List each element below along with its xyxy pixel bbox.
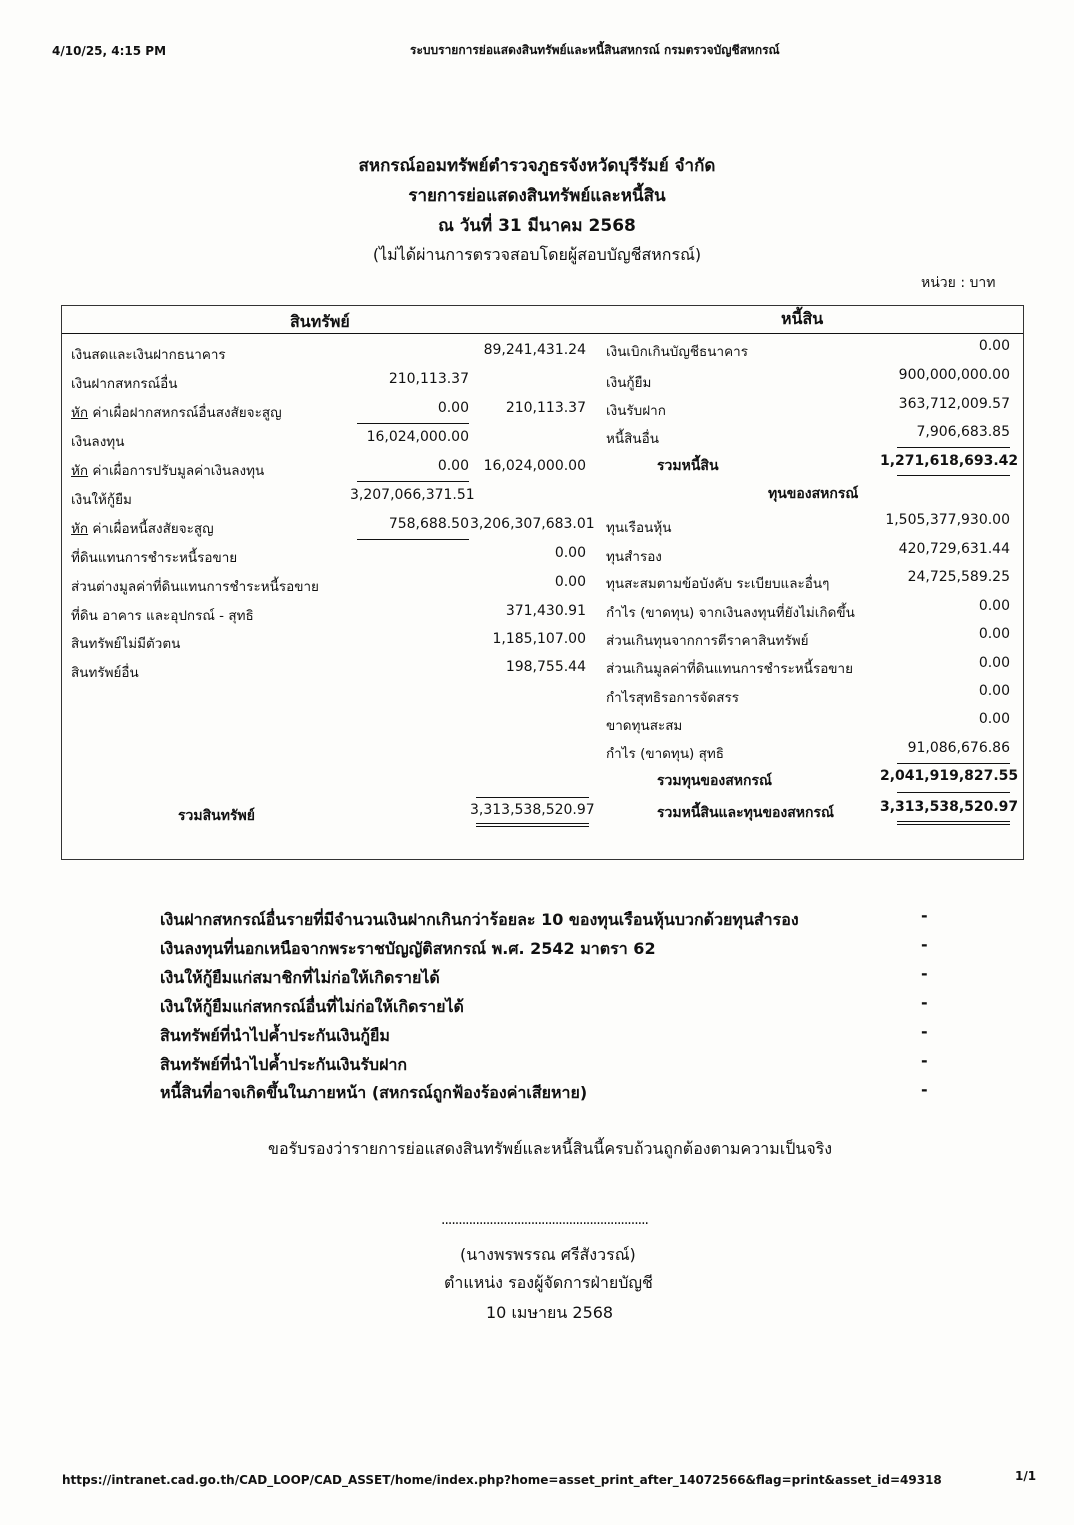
liability-label: เงินเบิกเกินบัญชีธนาคาร — [606, 344, 748, 360]
equity-label: กำไร (ขาดทุน) สุทธิ — [606, 746, 724, 762]
subtotal-line — [357, 481, 469, 482]
subtotal-line — [897, 763, 1010, 764]
asset-total: 210,113.37 — [505, 400, 586, 416]
asset-label: ส่วนต่างมูลค่าที่ดินแทนการชำระหนี้รอขาย — [71, 579, 319, 595]
equity-label: ทุนสำรอง — [606, 549, 662, 565]
total-line-bottom-1 — [476, 823, 589, 824]
asset-sub: 0.00 — [437, 458, 469, 474]
asset-label-deduct: หัก ค่าเผื่อฝากสหกรณ์อื่นสงสัยจะสูญ — [71, 405, 282, 421]
total-line-bottom-2 — [476, 826, 589, 827]
equity-label: ส่วนเกินทุนจากการตีราคาสินทรัพย์ — [606, 633, 809, 649]
asset-total: 0.00 — [554, 545, 586, 561]
total-line — [897, 792, 1010, 793]
unit-label: หน่วย : บาท — [921, 275, 996, 291]
asset-label: เงินลงทุน — [71, 434, 125, 450]
note-item: เงินให้กู้ยืมแก่สหกรณ์อื่นที่ไม่ก่อให้เกิดรายได้ — [160, 997, 464, 1016]
asset-sub: 758,688.50 — [388, 516, 469, 532]
note-value: - — [921, 906, 928, 925]
asset-total: 0.00 — [554, 574, 586, 590]
equity-value: 0.00 — [978, 655, 1010, 671]
equity-label: ทุนเรือนหุ้น — [606, 520, 672, 536]
equity-value: 0.00 — [978, 626, 1010, 642]
assets-heading: สินทรัพย์ — [290, 312, 350, 331]
subtotal-line — [357, 539, 469, 540]
asset-total: 371,430.91 — [505, 603, 586, 619]
total-equity-label: รวมทุนของสหกรณ์ — [657, 773, 772, 789]
equity-heading: ทุนของสหกรณ์ — [768, 486, 859, 502]
equity-value: 1,505,377,930.00 — [885, 512, 1010, 528]
total-liabilities-value: 1,271,618,693.42 — [880, 453, 1019, 469]
report-title: รายการย่อแสดงสินทรัพย์และหนี้สิน — [408, 186, 666, 206]
asset-total: 198,755.44 — [505, 659, 586, 675]
liability-label: เงินกู้ยืม — [606, 375, 652, 391]
equity-value: 91,086,676.86 — [907, 740, 1010, 756]
liability-value: 0.00 — [978, 338, 1010, 354]
equity-label: ส่วนเกินมูลค่าที่ดินแทนการชำระหนี้รอขาย — [606, 661, 854, 677]
signer-position: ตำแหน่ง รองผู้จัดการฝ่ายบัญชี — [444, 1273, 653, 1292]
total-liabilities-label: รวมหนี้สิน — [657, 458, 719, 474]
total-assets-label: รวมสินทรัพย์ — [178, 808, 255, 824]
liability-value: 363,712,009.57 — [898, 396, 1010, 412]
asset-label: สินทรัพย์อื่น — [71, 665, 139, 681]
subtotal-line — [897, 447, 1010, 448]
asset-label: เงินฝากสหกรณ์อื่น — [71, 376, 178, 392]
equity-label: ขาดทุนสะสม — [606, 718, 683, 734]
equity-value: 420,729,631.44 — [898, 541, 1010, 557]
organization-name: สหกรณ์ออมทรัพย์ตำรวจภูธรจังหวัดบุรีรัมย์ จำกัด — [358, 156, 716, 176]
asset-sub: 3,207,066,371.51 — [350, 487, 475, 503]
asset-total: 1,185,107.00 — [492, 631, 586, 647]
page-number: 1/1 — [1015, 1469, 1037, 1483]
total-equity-value: 2,041,919,827.55 — [880, 768, 1019, 784]
header-divider — [62, 333, 1023, 334]
subtotal-line — [357, 423, 469, 424]
equity-value: 0.00 — [978, 711, 1010, 727]
page-url: https://intranet.cad.go.th/CAD_LOOP/CAD_ASSET/home/index.php?home=asset_print_after_14072566&flag=print&asset_id=49318 — [62, 1473, 942, 1487]
audit-note: (ไม่ได้ผ่านการตรวจสอบโดยผู้สอบบัญชีสหกรณ์) — [372, 245, 702, 264]
note-value: - — [921, 964, 928, 983]
note-value: - — [921, 993, 928, 1012]
total-assets-value: 3,313,538,520.97 — [470, 802, 595, 818]
note-value: - — [921, 1022, 928, 1041]
asset-label: เงินสดและเงินฝากธนาคาร — [71, 347, 226, 363]
note-item: เงินลงทุนที่นอกเหนือจากพระราชบัญญัติสหกรณ์ พ.ศ. 2542 มาตรา 62 — [160, 939, 656, 958]
grand-total-value: 3,313,538,520.97 — [880, 799, 1019, 815]
system-title: ระบบรายการย่อแสดงสินทรัพย์และหนี้สินสหกรณ์ กรมตรวจบัญชีสหกรณ์ — [410, 43, 780, 57]
note-item: เงินให้กู้ยืมแก่สมาชิกที่ไม่ก่อให้เกิดรายได้ — [160, 968, 440, 987]
equity-label: กำไรสุทธิรอการจัดสรร — [606, 690, 739, 706]
asset-label-deduct: หัก ค่าเผื่อการปรับมูลค่าเงินลงทุน — [71, 463, 265, 479]
total-line — [897, 475, 1010, 476]
asset-total: 3,206,307,683.01 — [470, 516, 595, 532]
note-value: - — [921, 935, 928, 954]
liability-label: เงินรับฝาก — [606, 403, 666, 419]
equity-label: กำไร (ขาดทุน) จากเงินลงทุนที่ยังไม่เกิดขึ้น — [606, 605, 855, 621]
asset-total: 89,241,431.24 — [483, 342, 586, 358]
equity-value: 0.00 — [978, 598, 1010, 614]
note-item: สินทรัพย์ที่นำไปค้ำประกันเงินกู้ยืม — [160, 1026, 390, 1045]
asset-sub: 0.00 — [437, 400, 469, 416]
signature-date: 10 เมษายน 2568 — [486, 1303, 614, 1322]
equity-label: ทุนสะสมตามข้อบังคับ ระเบียบและอื่นๆ — [606, 576, 830, 592]
grand-line-1 — [897, 821, 1010, 822]
total-line-top — [476, 797, 589, 798]
liability-value: 900,000,000.00 — [898, 367, 1010, 383]
asset-label-deduct: หัก ค่าเผื่อหนี้สงสัยจะสูญ — [71, 521, 214, 537]
equity-value: 24,725,589.25 — [907, 569, 1010, 585]
asset-label: เงินให้กู้ยืม — [71, 492, 132, 508]
note-item: หนี้สินที่อาจเกิดขึ้นในภายหน้า (สหกรณ์ถูกฟ้องร้องค่าเสียหาย) — [160, 1083, 588, 1102]
asset-sub: 210,113.37 — [388, 371, 469, 387]
liabilities-heading: หนี้สิน — [781, 309, 824, 328]
signer-name: (นางพรพรรณ ศรีสังวรณ์) — [460, 1245, 636, 1264]
note-value: - — [921, 1051, 928, 1070]
certification-text: ขอรับรองว่ารายการย่อแสดงสินทรัพย์และหนี้สินนี้ครบถ้วนถูกต้องตามความเป็นจริง — [268, 1139, 833, 1158]
note-item: เงินฝากสหกรณ์อื่นรายที่มีจำนวนเงินฝากเกินกว่าร้อยละ 10 ของทุนเรือนหุ้นบวกด้วยทุนสำรอง — [160, 910, 799, 929]
report-date: ณ วันที่ 31 มีนาคม 2568 — [438, 216, 636, 236]
asset-sub: 16,024,000.00 — [366, 429, 469, 445]
signature-line: ............................................................ — [441, 1212, 649, 1228]
grand-line-2 — [897, 824, 1010, 825]
asset-label: ที่ดิน อาคาร และอุปกรณ์ - สุทธิ — [71, 608, 254, 624]
liability-label: หนี้สินอื่น — [606, 431, 659, 447]
print-datetime: 4/10/25, 4:15 PM — [52, 44, 167, 58]
note-item: สินทรัพย์ที่นำไปค้ำประกันเงินรับฝาก — [160, 1055, 408, 1074]
asset-label: สินทรัพย์ไม่มีตัวตน — [71, 636, 181, 652]
liability-value: 7,906,683.85 — [916, 424, 1010, 440]
grand-total-label: รวมหนี้สินและทุนของสหกรณ์ — [657, 805, 835, 821]
asset-total: 16,024,000.00 — [483, 458, 586, 474]
asset-label: ที่ดินแทนการชำระหนี้รอขาย — [71, 550, 238, 566]
note-value: - — [921, 1080, 928, 1099]
equity-value: 0.00 — [978, 683, 1010, 699]
